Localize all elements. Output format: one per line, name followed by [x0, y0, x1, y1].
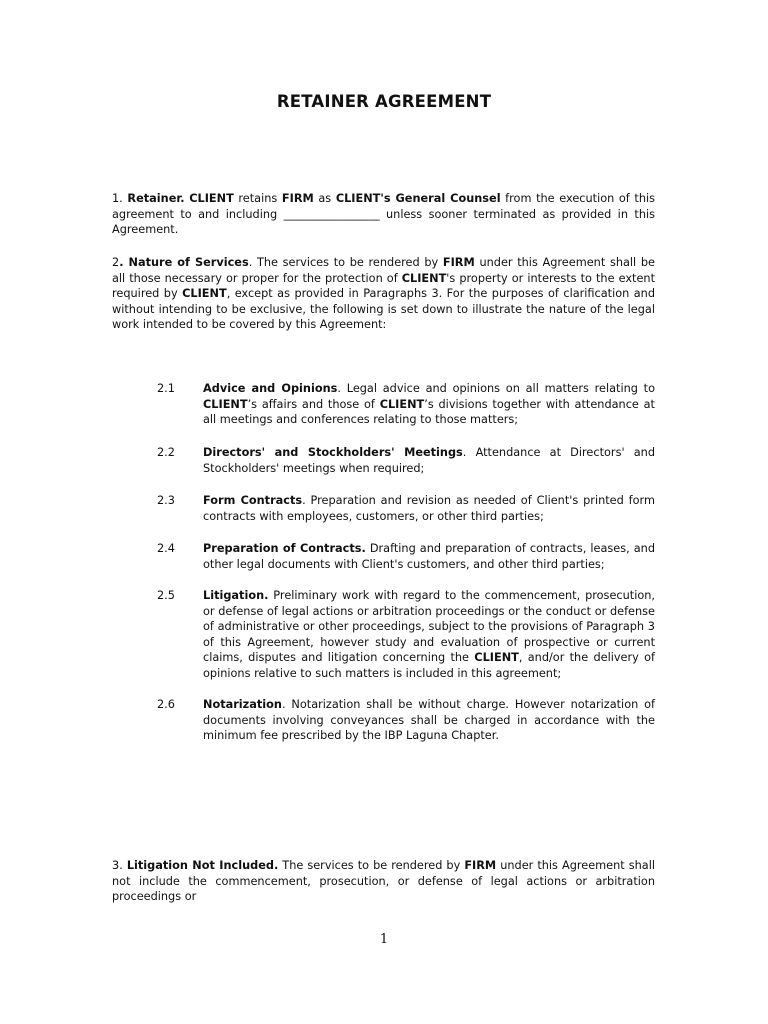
list-item-notarization [157, 697, 655, 744]
text-run: . Preparation and revision as needed of Client's printed form contracts with employees, customers, or other third parties; [203, 494, 655, 523]
firm-term: FIRM [442, 256, 475, 269]
client-term: CLIENT [203, 397, 248, 411]
client-term: CLIENT [379, 397, 425, 411]
list-item-form-contracts [157, 493, 655, 524]
text-run: , and/or the delivery of opinions relative to such matters is included in this agreement; [203, 651, 655, 680]
item-heading: Preparation of Contracts. [203, 542, 366, 555]
document-title: RETAINER AGREEMENT [276, 92, 492, 111]
paragraph-number: 1. [112, 192, 128, 205]
list-item-advice-and-opinions [157, 381, 655, 428]
item-heading: Litigation. [203, 589, 269, 602]
counsel-term: CLIENT's General Counsel [335, 192, 501, 205]
paragraph-retainer [112, 191, 655, 238]
client-term: CLIENT [182, 287, 227, 301]
item-heading: Advice and Opinions [203, 382, 338, 395]
paragraph-number: 2 [112, 256, 120, 269]
paragraph-litigation-not-included [112, 858, 655, 905]
text-run: from the execution of this agreement to and including _________________ unless sooner terminated as provided in this Agreement. [112, 192, 655, 237]
text-run: 's property or interests to the extent required by [112, 271, 655, 301]
text-run: Drafting and preparation of contracts, leases, and other legal documents with Client's customers, and other third parties; [203, 542, 655, 571]
text-run: The services to be rendered by [278, 859, 465, 872]
item-body [203, 493, 655, 524]
text-run: . Attendance at Directors' and Stockholders' meetings when required; [203, 446, 655, 475]
paragraph-number: 3. [112, 859, 127, 872]
text-run: . Notarization shall be without charge. However notarization of documents involving conveyances shall be charged in accordance with the minimum fee prescribed by the IBP Laguna Chapter. [203, 698, 655, 743]
page-number: 1 [379, 932, 389, 947]
paragraph-heading: Litigation Not Included. [126, 859, 279, 872]
item-heading: Form Contracts [203, 494, 303, 507]
paragraph-heading: . Nature of Services [119, 256, 249, 269]
client-term: CLIENT [474, 651, 519, 665]
item-body [203, 541, 655, 572]
list-item-litigation [157, 588, 655, 682]
text-run: , except as provided in Paragraphs 3. For the purposes of clarification and without intending to be exclusive, the following is set down to illustrate the nature of the legal work intended to be covered by this Agreement: [112, 287, 656, 332]
text-run: ’s divisions together with attendance at all meetings and conferences relating to those matters; [203, 397, 655, 427]
item-body [203, 697, 655, 744]
text-run: retains [233, 192, 282, 205]
item-number: 2.3 [157, 494, 175, 507]
text-run: ’s affairs and those of [247, 397, 380, 411]
item-body [203, 588, 655, 682]
text-run: under this Agreement shall not include the commencement, prosecution, or defense of legal actions or arbitration proceedings or [112, 859, 655, 904]
item-number: 2.1 [157, 382, 175, 395]
firm-term: FIRM [281, 192, 314, 205]
item-number: 2.4 [157, 542, 175, 555]
item-number: 2.2 [157, 446, 175, 459]
item-heading: Notarization [203, 698, 282, 711]
item-number: 2.5 [157, 589, 175, 602]
item-number: 2.6 [157, 698, 175, 711]
paragraph-heading: Retainer. [127, 192, 185, 205]
list-item-meetings [157, 445, 655, 476]
item-body [203, 445, 655, 476]
text-run: . Legal advice and opinions on all matters relating to [337, 382, 656, 395]
client-term: CLIENT [189, 192, 234, 205]
item-heading: Directors' and Stockholders' Meetings [203, 446, 463, 459]
item-body [203, 381, 655, 428]
text-run: as [313, 192, 336, 205]
paragraph-nature-of-services [112, 255, 655, 333]
text-run: . The services to be rendered by [248, 256, 443, 269]
text-run: under this Agreement shall be all those necessary or proper for the protection of [112, 256, 655, 285]
list-item-preparation-of-contracts [157, 541, 655, 572]
firm-term: FIRM [464, 859, 497, 872]
client-term: CLIENT [401, 271, 447, 285]
text-run: Preliminary work with regard to the commencement, prosecution, or defense of legal actions or arbitration proceedings or the conduct or defense of administrative or other proceedings, subject to the provisions of Paragraph 3 of this Agreement, however study and evaluation of prospective or current claims, disputes and litigation concerning the [203, 589, 655, 665]
